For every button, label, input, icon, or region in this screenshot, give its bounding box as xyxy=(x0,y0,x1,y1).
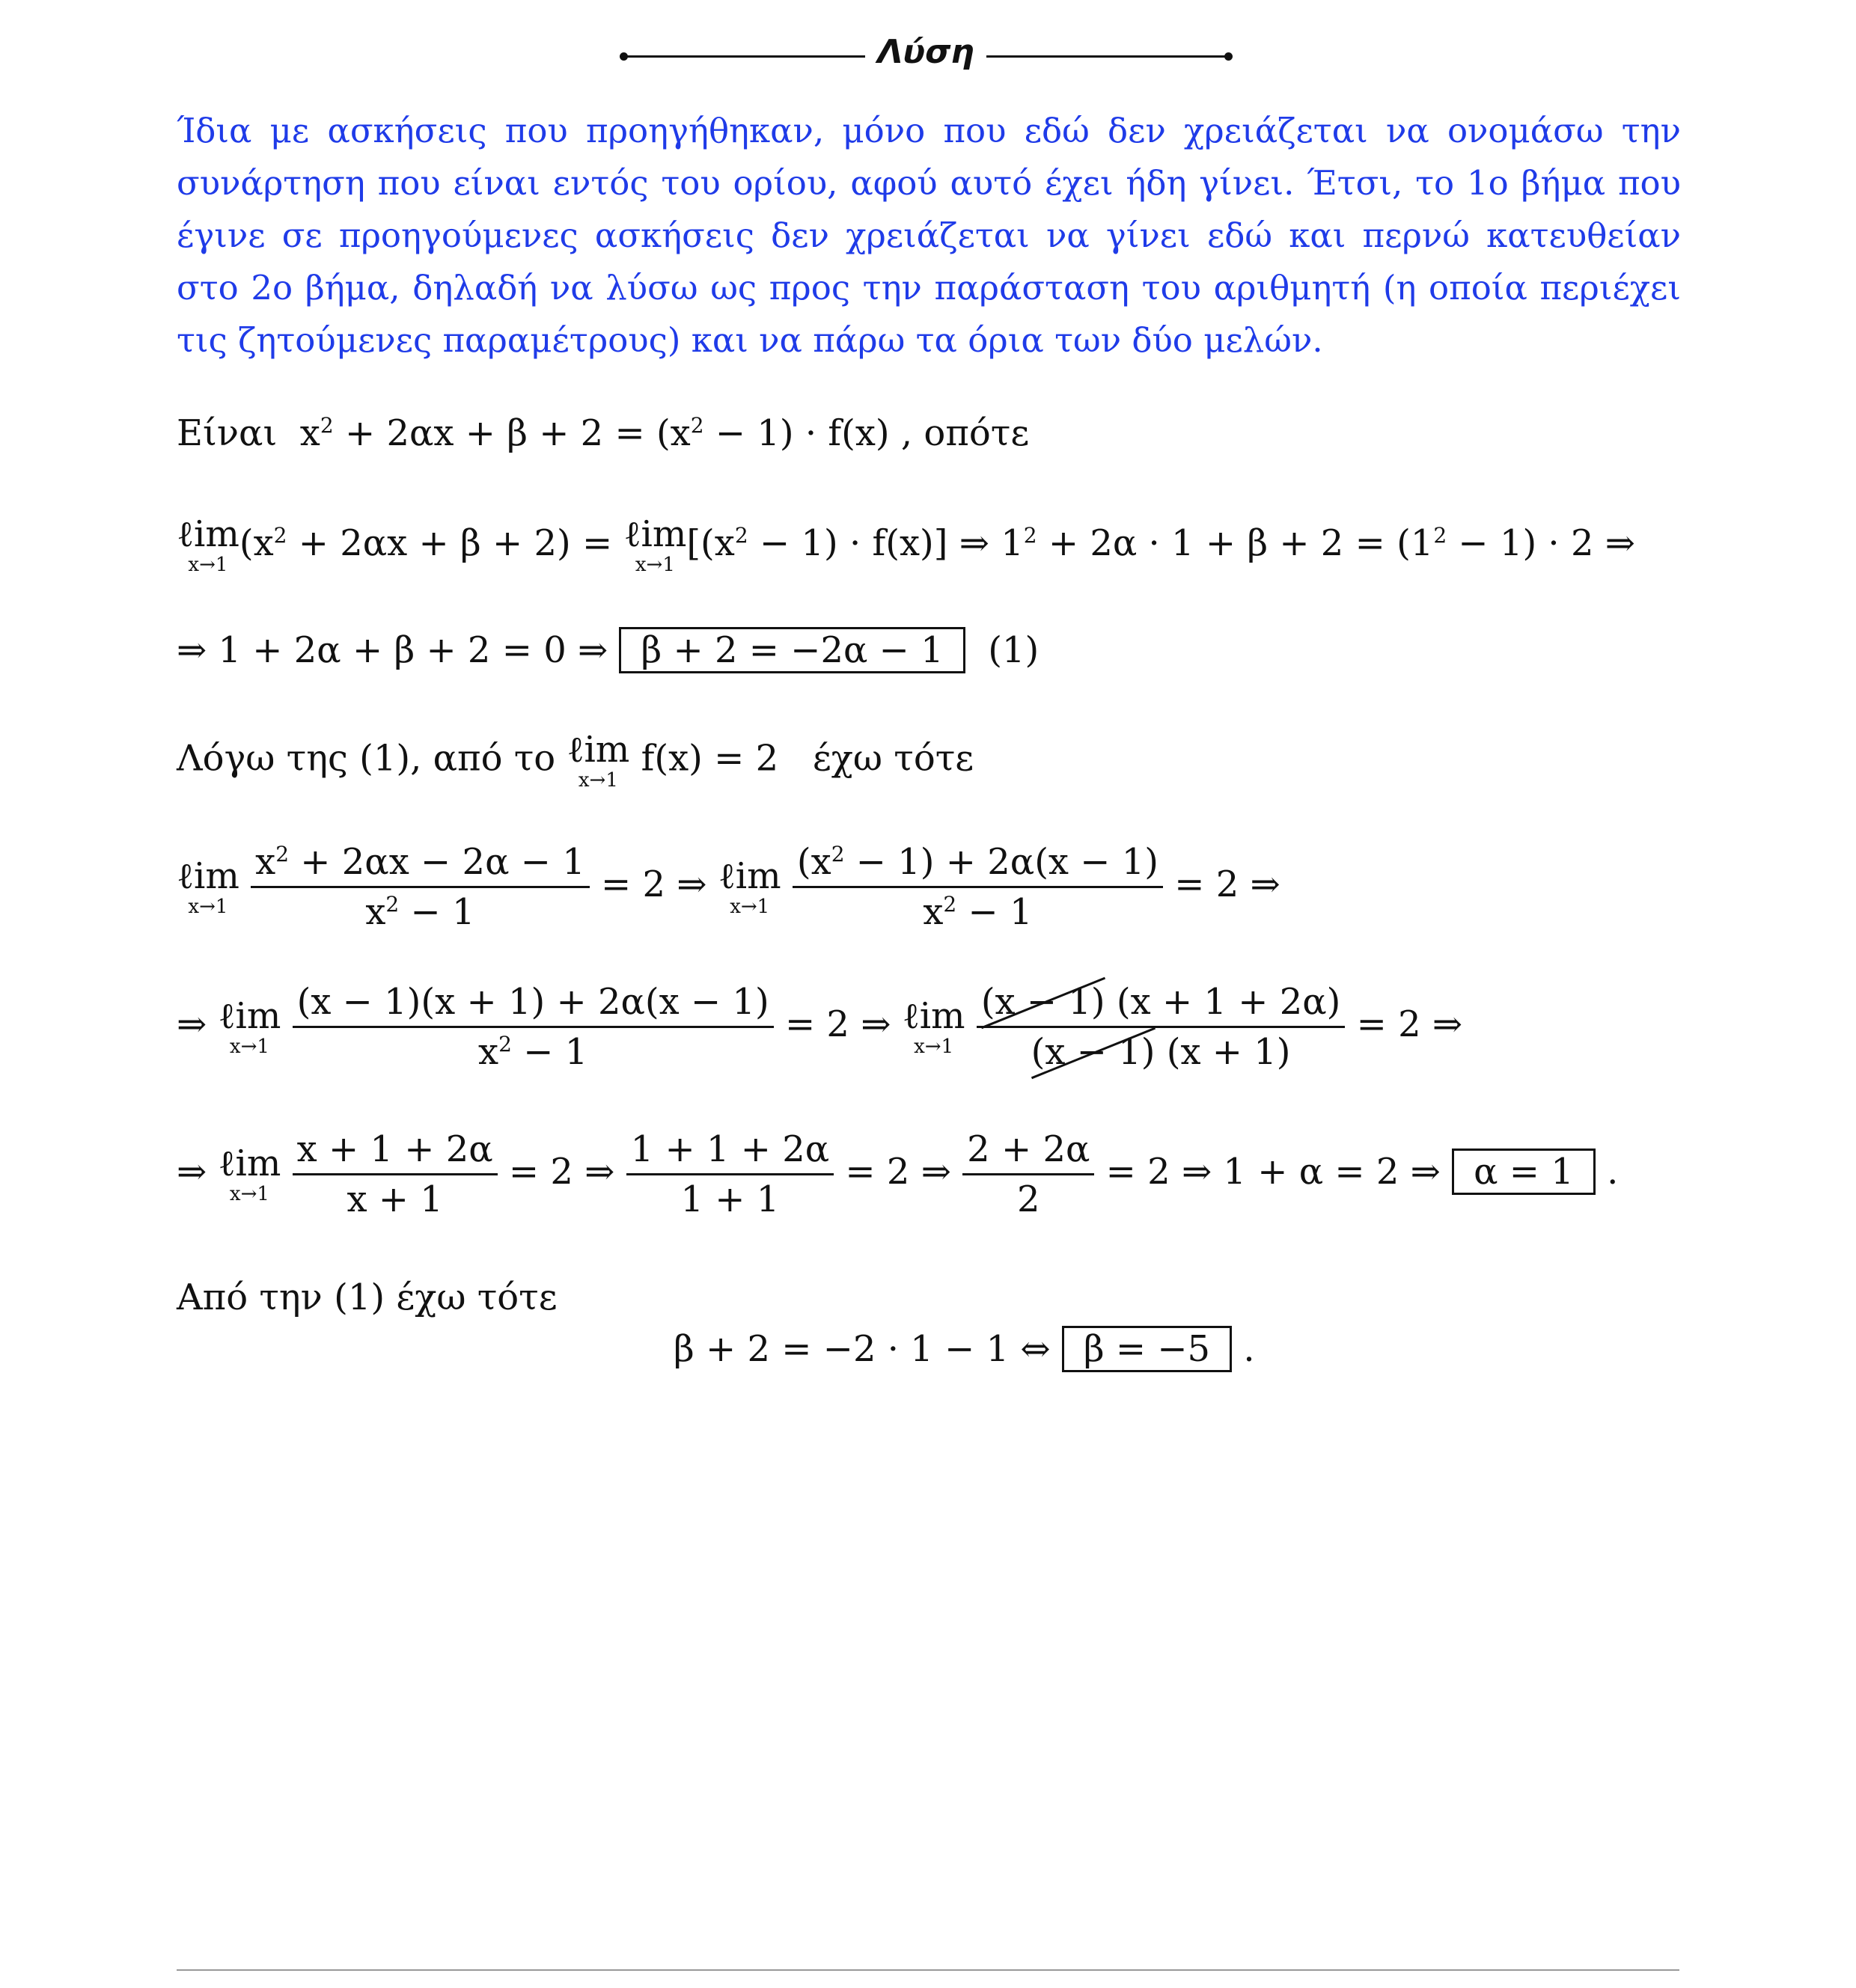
equation-line-9: β + 2 = −2 · 1 − 1 ⇔ β = −5 . xyxy=(674,1326,1255,1372)
line1-prefix: Είναι xyxy=(177,412,278,454)
limit-operator: ℓim x→1 xyxy=(902,994,965,1058)
equation-line-1 xyxy=(177,412,1030,454)
fraction: $\frac{1 + 1 + 2\alpha}{1 + 1}$ xyxy=(626,1131,834,1217)
limit-operator: ℓim x→1 xyxy=(623,513,687,576)
fraction: $\frac{x + 1 + 2\alpha}{x + 1}$ xyxy=(293,1131,498,1217)
intro-paragraph xyxy=(177,105,1681,367)
limit-operator: ℓim x→1 xyxy=(567,729,630,792)
cancel-mark: (x − 1) xyxy=(1031,1031,1156,1073)
limit-operator: ℓim x→1 xyxy=(218,1142,281,1205)
equation-line-3: ⇒ 1 + 2α + β + 2 = 0 ⇒ β + 2 = −2α − 1 (1) xyxy=(177,627,1039,673)
footer-rule xyxy=(177,1969,1679,1971)
line4-prefix: Λόγω της (1), από το xyxy=(177,737,556,780)
limit-operator: ℓim x→1 xyxy=(218,994,281,1058)
header-rule-left xyxy=(624,55,865,58)
line4-suffix: έχω τότε xyxy=(812,737,974,780)
line1-suffix: , οπότε xyxy=(900,412,1030,454)
fraction: $\frac{(x^2 - 1) + 2\alpha(x - 1)}{x^2 - 1}$ xyxy=(793,844,1163,930)
header-rule-right xyxy=(986,55,1227,58)
fraction: $\frac{(x - 1)(x + 1) + 2\alpha(x - 1)}{x^2 - 1}$ xyxy=(293,984,774,1070)
solution-title: Λύση xyxy=(877,33,974,71)
header-dot-right xyxy=(1224,52,1233,61)
fraction: $\frac{2 + 2\alpha}{2}$ xyxy=(962,1131,1094,1217)
equation-line-5: ℓim x→1 $\frac{x^2 + 2\alpha x - 2\alpha - 1}{x^2 - 1}$ = 2 ⇒ ℓim x→1 $\frac{(x^2 - 1) + 2\alpha(x - 1)}{x^2 - 1}$ = 2 ⇒ xyxy=(177,841,1280,933)
text-line-8: Από την (1) έχω τότε xyxy=(177,1276,558,1318)
equation-line-6: ⇒ ℓim x→1 $\frac{(x - 1)(x + 1) + 2\alpha(x - 1)}{x^2 - 1}$ = 2 ⇒ ℓim x→1 $\frac{(x - 1) (x + 1 + 2\alpha)}{(x - 1) (x + 1)}$ = 2 ⇒ xyxy=(177,981,1463,1073)
boxed-equation-1: β + 2 = −2α − 1 xyxy=(619,627,965,673)
fraction: $\frac{x^2 + 2\alpha x - 2\alpha - 1}{x^2 - 1}$ xyxy=(251,844,590,930)
limit-operator: ℓim x→1 xyxy=(177,513,239,576)
cancel-mark: (x − 1) xyxy=(980,981,1105,1023)
equation-label-1: (1) xyxy=(988,629,1040,671)
fraction-cancelled: $\frac{(x - 1) (x + 1 + 2\alpha)}{(x - 1) (x + 1)}$ xyxy=(977,984,1346,1070)
limit-operator: ℓim x→1 xyxy=(177,854,239,918)
boxed-beta: β = −5 xyxy=(1062,1326,1232,1372)
boxed-alpha: α = 1 xyxy=(1452,1149,1596,1195)
intro-text: Ίδια με ασκήσεις που προηγήθηκαν, μόνο που εδώ δεν χρειάζεται να ονομάσω την συνάρτηση που είναι εντός του ορίου, αφού αυτό έχει ήδη γίνει. Έτσι, το 1ο βήμα που έγινε σε προηγούμενες ασκήσεις δεν χρειάζεται να γίνει εδώ και περνώ κατευθείαν στο 2ο βήμα, δηλαδή να λύσω ως προς την παράσταση του αριθμητή (η οποία περιέχει τις ζητούμενες παραμέτρους) και να πάρω τα όρια των δύο μελών. xyxy=(177,111,1681,360)
text-line-4: Λόγω της (1), από το ℓim x→1 f(x) = 2 έχω τότε xyxy=(177,729,974,792)
limit-operator: ℓim x→1 xyxy=(718,854,781,918)
line1-math: $x^2 + 2\alpha x + \beta + 2 = (x^2 - 1) \cdot f(x)$ xyxy=(288,412,901,454)
equation-line-7: ⇒ ℓim x→1 $\frac{x + 1 + 2\alpha}{x + 1}$ = 2 ⇒ $\frac{1 + 1 + 2\alpha}{1 + 1}$ = 2 ⇒ $\frac{2 + 2\alpha}{2}$ = 2 ⇒ 1 + α = 2 ⇒ α = 1 . xyxy=(177,1128,1619,1220)
equation-line-2: ℓim x→1 $(x^2 + 2\alpha x + \beta + 2)$ = ℓim x→1 $[(x^2 - 1) \cdot f(x)]$ ⇒ $1^2 + 2\alpha \cdot 1 + \beta + 2 = (1^2 - 1) \cdot 2$ ⇒ xyxy=(177,513,1635,576)
